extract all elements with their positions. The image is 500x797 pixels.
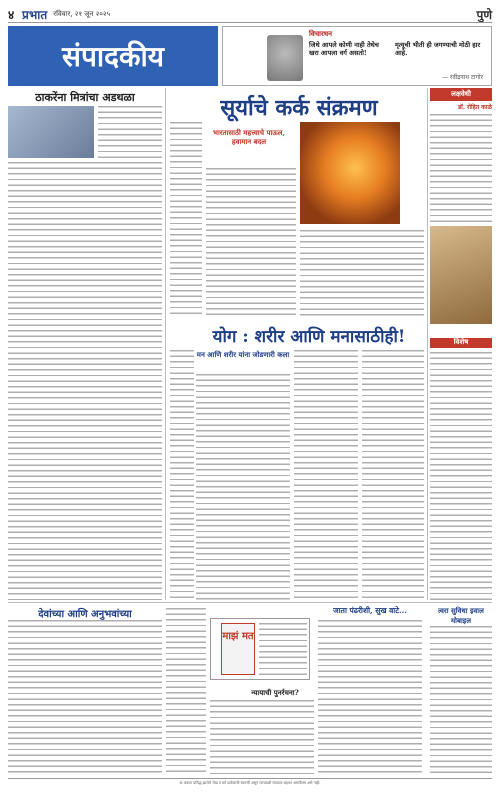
yoga-article-deck: मन आणि शरीर यांना जोडणारी कला: [196, 350, 290, 359]
special-label: विशेष: [430, 338, 492, 348]
editorial-body: [8, 162, 162, 600]
page-header: [8, 6, 492, 22]
text-lines: [362, 350, 424, 600]
author-portrait: [267, 35, 303, 81]
column-author: डॉ. रोहित काळे: [458, 104, 492, 111]
masthead-logo: प्रभात: [22, 7, 48, 22]
column-rule: [165, 88, 166, 600]
text-lines: [8, 620, 162, 774]
yoga-col-4: [362, 350, 424, 600]
text-lines: [170, 122, 202, 318]
edition-city: पुणे: [476, 7, 492, 22]
text-lines: [430, 352, 492, 600]
bottom-right-text: [430, 626, 492, 774]
text-lines: [300, 230, 424, 318]
yoga-col-3: [294, 350, 358, 600]
section-banner: संपादकीय: [8, 26, 218, 86]
header-rule: [8, 22, 492, 23]
text-lines: [196, 374, 290, 600]
bottom-right-heading: त्वरा सुविधा इवाल मोबाइल: [438, 606, 484, 625]
text-lines: [98, 106, 162, 158]
main-col-1: [170, 122, 202, 318]
imprint-footer: या अंकात प्रसिद्ध झालेले लेख व मते प्रत्येकाची स्वतःची असून त्याच्याशी संपादक सहमत असतीलच असे नाही.: [8, 778, 492, 792]
editorial-column-text: [98, 106, 162, 158]
thought-title: विचारधन: [309, 30, 333, 38]
quote-two: मृत्यूची भीती ही जगण्याची मोठी हार आहे.: [395, 41, 481, 57]
yoga-photo: [430, 226, 492, 324]
main-article-title: सूर्याचे कर्क संक्रमण: [220, 95, 378, 121]
text-lines: [430, 114, 492, 232]
text-lines: [210, 700, 314, 774]
bottom-col-2: [166, 608, 206, 774]
text-lines: [206, 168, 296, 318]
bottom-left-heading: देवांच्या आणि अनुभवांच्या: [38, 609, 132, 620]
opinion-box: [210, 618, 310, 680]
sun-photo: [300, 122, 400, 224]
editorial-photo: [8, 106, 94, 158]
section-rule: [8, 602, 492, 603]
text-lines: [294, 350, 358, 600]
yoga-article-title: योग : शरीर आणि मनासाठीही!: [212, 327, 406, 347]
text-lines: [166, 608, 206, 774]
text-lines: [259, 623, 307, 675]
column-text: [430, 114, 492, 232]
quote-one: जिथे आपले कोणी नाही तेथेच खरा आपला वर्ग असतो!: [309, 41, 379, 57]
yoga-col-1: [170, 350, 194, 600]
column-rule: [427, 88, 428, 600]
special-text: [430, 352, 492, 600]
text-lines: [318, 620, 422, 774]
main-article-deck: भारतासाठी महत्त्वाचे पाऊल, हवामान बदल: [213, 128, 285, 146]
main-col-3: [300, 230, 424, 318]
bottom-mid-heading: जाता पंढरीशी, सुख वाटे...: [333, 606, 407, 615]
thought-box: [222, 26, 492, 86]
yoga-col-2: [196, 374, 290, 600]
text-lines: [430, 626, 492, 774]
quote-author: — रवींद्रनाथ टागोर: [441, 74, 483, 81]
bottom-left-text: [8, 620, 162, 774]
text-lines: [8, 162, 162, 600]
opinion-logo: माझं मत: [221, 623, 255, 675]
opinion-body: [210, 700, 314, 774]
main-col-2: [206, 168, 296, 318]
opinion-text: [259, 623, 307, 675]
column-label: लक्षवेधी: [430, 88, 492, 101]
text-lines: [170, 350, 194, 600]
editorial-title: ठाकरेंना मित्रांचा अडथळा: [35, 91, 135, 104]
page-number: ४: [8, 7, 15, 22]
issue-date: रविवार, २१ जून २०२५: [53, 9, 111, 18]
opinion-question: न्यायाची पुनर्रचना?: [251, 688, 299, 697]
bottom-mid-text: [318, 620, 422, 774]
column-box: [430, 88, 492, 230]
